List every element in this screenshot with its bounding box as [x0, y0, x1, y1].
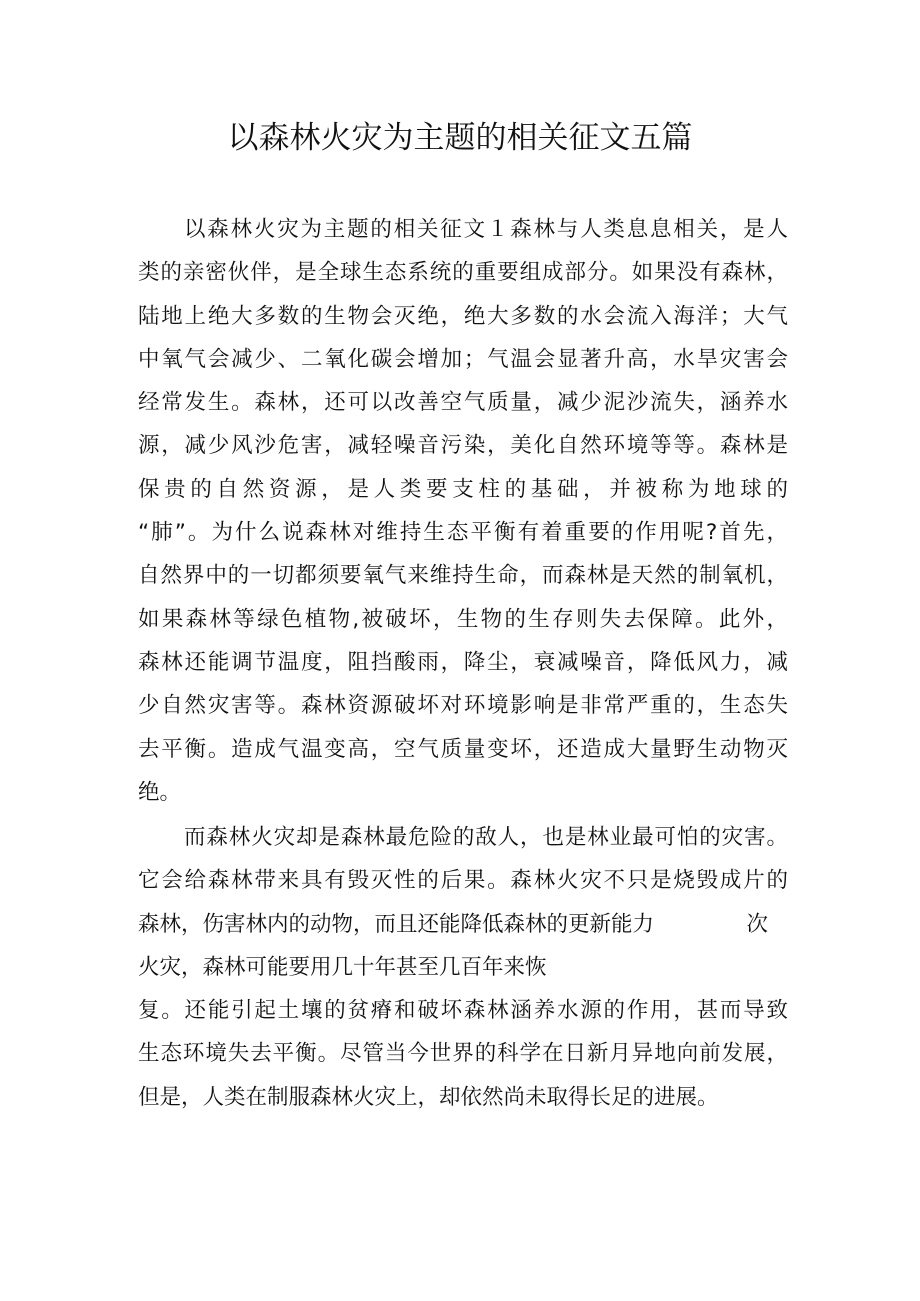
- paragraph-line: 自然界中的一切都须要氧气来维持生命，而森林是天然的制氧机，: [138, 563, 788, 589]
- paragraph-line-right: 次: [746, 911, 768, 937]
- paragraph-line: 中氧气会减少、二氧化碳会增加；气温会显著升高，水旱灾害会: [138, 346, 788, 372]
- paragraph-line: 保贵的自然资源，是人类要支柱的基础，并被称为地球的: [138, 476, 788, 502]
- paragraph-line: 复。还能引起土壤的贫瘠和破坏森林涵养水源的作用，甚而导致: [138, 998, 788, 1024]
- paragraph-line: 绝。: [138, 779, 182, 805]
- paragraph-line: 陆地上绝大多数的生物会灭绝，绝大多数的水会流入海洋；大气: [138, 303, 788, 329]
- paragraph-line: 但是，人类在制服森林火灾上，却依然尚未取得长足的进展。: [138, 1084, 719, 1110]
- paragraph-line: 火灾，森林可能要用几十年甚至几百年来恢: [138, 954, 547, 980]
- paragraph-line: “肺”。为什么说森林对维持生态平衡有着重要的作用呢?首先，: [138, 520, 788, 546]
- document-title: 以森林火灾为主题的相关征文五篇: [227, 120, 693, 156]
- paragraph-line: 类的亲密伙伴，是全球生态系统的重要组成部分。如果没有森林，: [138, 260, 788, 286]
- paragraph-line: 源，减少风沙危害，减轻噪音污染，美化自然环境等等。森林是: [138, 433, 788, 459]
- paragraph-line: 它会给森林带来具有毁灭性的后果。森林火灾不只是烧毁成片的: [138, 868, 788, 894]
- paragraph-line: 而森林火灾却是森林最危险的敌人，也是林业最可怕的灾害。: [184, 825, 788, 850]
- paragraph-line-split: [138, 903, 788, 946]
- paragraph-line: 生态环境失去平衡。尽管当今世界的科学在日新月异地向前发展，: [138, 1041, 788, 1067]
- paragraph-line: 经常发生。森林，还可以改善空气质量，减少泥沙流失，涵养水: [138, 390, 788, 416]
- paragraph-line: 如果森林等绿色植物,被破坏，生物的生存则失去保障。此外，: [138, 606, 788, 632]
- paragraph-line: 少自然灾害等。森林资源破坏对环境影响是非常严重的，生态失: [138, 693, 788, 719]
- paragraph-line-left: 森林，伤害林内的动物，而且还能降低森林的更新能力: [138, 911, 655, 937]
- paragraph-line: 森林还能调节温度，阻挡酸雨，降尘，衰减噪音，降低风力，减: [138, 649, 788, 675]
- paragraph-line: 去平衡。造成气温变高，空气质量变坏，还造成大量野生动物灭: [138, 736, 788, 762]
- paragraph-line: 以森林火灾为主题的相关征文１森林与人类息息相关，是人: [184, 217, 788, 242]
- paragraph-1: [138, 208, 788, 814]
- paragraph-2: [138, 816, 788, 1119]
